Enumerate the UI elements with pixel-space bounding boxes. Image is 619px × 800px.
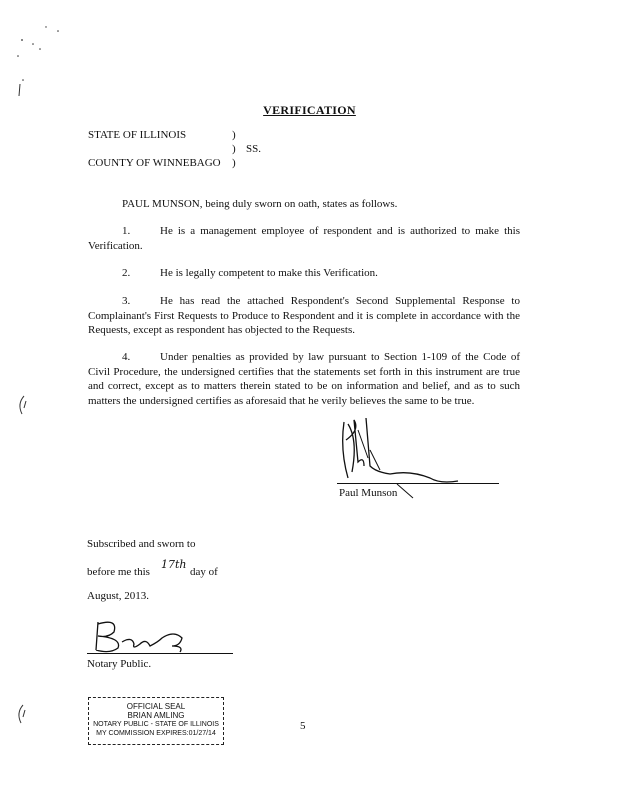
paragraph-1 bbox=[88, 224, 520, 253]
notary-official-seal bbox=[88, 697, 224, 745]
paragraph-4 bbox=[88, 350, 520, 408]
paragraph-number: 1. bbox=[122, 225, 131, 237]
seal-title: OFFICIAL SEAL bbox=[126, 702, 186, 711]
paragraph-3 bbox=[88, 294, 520, 338]
document-title: VERIFICATION bbox=[263, 103, 356, 117]
intro-statement: PAUL MUNSON, being duly sworn on oath, states as follows. bbox=[122, 198, 398, 210]
caption-state: STATE OF ILLINOIS bbox=[88, 129, 187, 141]
paragraph-2 bbox=[88, 266, 520, 281]
signer-name: Paul Munson bbox=[339, 487, 398, 499]
paragraph-number: 2. bbox=[122, 267, 131, 279]
paragraph-text: He is a management employee of respondent and is authorized to make this Verification. bbox=[88, 225, 520, 252]
seal-notary-name: BRIAN AMLING bbox=[127, 711, 185, 720]
caption-county: COUNTY OF WINNEBAGO bbox=[88, 157, 221, 169]
seal-state-line: NOTARY PUBLIC - STATE OF ILLINOIS bbox=[93, 721, 219, 728]
paragraph-text: He has read the attached Respondent's Second Supplemental Response to Complainant's First Requests to Produce to Respondent and it is complete in accordance with the Requests, except as respondent has objected to the Requests. bbox=[88, 295, 520, 336]
paragraph-number: 3. bbox=[122, 295, 131, 307]
seal-expiration: MY COMMISSION EXPIRES:01/27/14 bbox=[96, 730, 216, 737]
notary-signature bbox=[88, 612, 198, 658]
caption-ss: SS. bbox=[246, 143, 261, 155]
caption-paren: ) bbox=[232, 129, 236, 141]
notary-label: Notary Public. bbox=[87, 658, 152, 670]
caption-county-paren: ) bbox=[232, 157, 236, 169]
jurat-day-of: day of bbox=[190, 566, 218, 578]
caption-ss-paren: ) bbox=[232, 143, 236, 155]
jurat-month-year: August, 2013. bbox=[87, 590, 150, 602]
page-number: 5 bbox=[300, 720, 306, 732]
signature-tail-mark bbox=[395, 482, 420, 502]
jurat-subscribed: Subscribed and sworn to bbox=[87, 538, 196, 550]
jurat-before: before me this bbox=[87, 566, 150, 578]
paragraph-text: Under penalties as provided by law pursuant to Section 1-109 of the Code of Civil Procedure, the undersigned certifies that the statements set forth in this instrument are true and correct, except as to matters therein stated to be on information and belief, and as to such matters the undersigned certifies as aforesaid that he verily believes the same to be true. bbox=[88, 351, 520, 407]
paragraph-number: 4. bbox=[122, 351, 131, 363]
paragraph-text: He is legally competent to make this Verification. bbox=[160, 267, 378, 279]
scan-marks bbox=[0, 0, 80, 800]
jurat-day-handwritten: 17th bbox=[161, 558, 187, 571]
notary-signature-line bbox=[87, 653, 233, 654]
